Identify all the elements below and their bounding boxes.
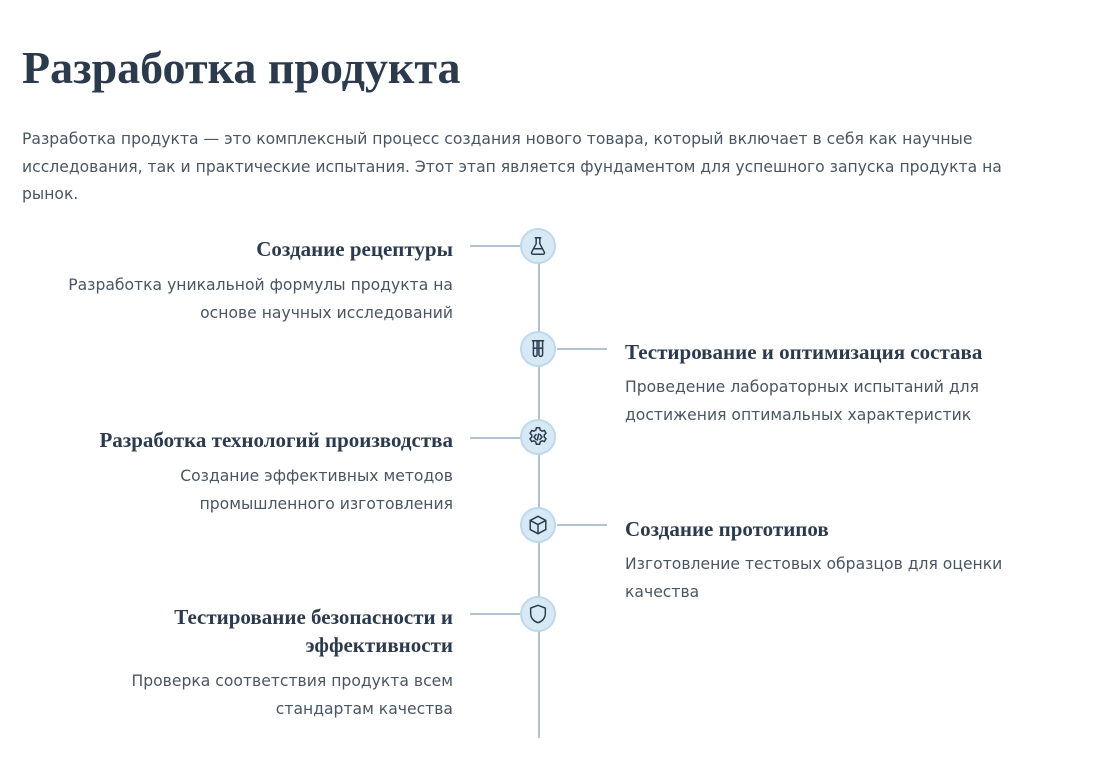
box-icon [527,514,549,536]
timeline-node [520,419,556,455]
timeline-node [520,507,556,543]
timeline-connector [557,524,607,526]
step-description: Проверка соответствия продукта всем стандартам качества [131,672,453,718]
test-tubes-icon [527,338,549,360]
step-description: Создание эффективных методов промышленного изготовления [180,467,453,513]
step-title: Разработка технологий производства [99,428,453,452]
timeline-node [520,228,556,264]
timeline-connector [557,348,607,350]
timeline-line [538,246,540,738]
timeline-node [520,331,556,367]
timeline-connector [470,613,520,615]
step-title: Создание прототипов [625,517,829,541]
code-gear-icon [526,425,550,449]
timeline-connector [470,245,520,247]
step-title: Тестирование и оптимизация состава [625,340,983,364]
step-title: Тестирование безопасности и эффективности [174,605,453,657]
step-description: Изготовление тестовых образцов для оценки качества [625,555,1003,601]
timeline-connector [470,437,520,439]
step-title: Создание рецептуры [256,237,453,261]
intro-paragraph: Разработка продукта — это комплексный процесс создания нового товара, который включает в себя как научные исследования, так и практические испытания. Этот этап является фундаментом для успешного запуска продукта на рынок. [22,130,1002,203]
shield-icon [527,603,549,625]
page-title: Разработка продукта [22,42,461,93]
flask-icon [527,235,549,257]
step-description: Проведение лабораторных испытаний для достижения оптимальных характеристик [625,378,979,424]
step-description: Разработка уникальной формулы продукта на основе научных исследований [68,276,453,322]
timeline-node [520,596,556,632]
